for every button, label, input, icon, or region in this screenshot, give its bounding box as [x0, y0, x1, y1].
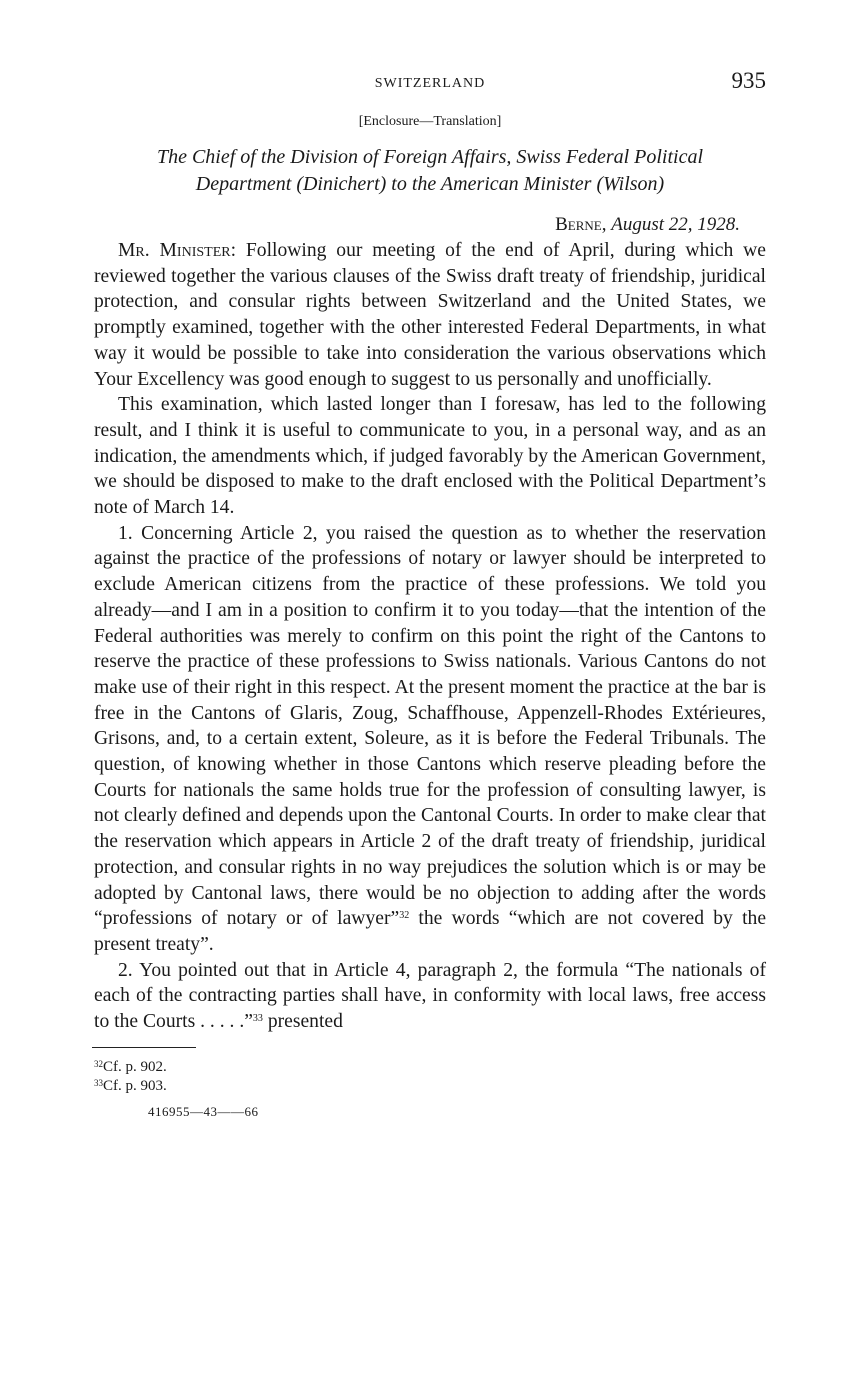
dateline-place: Berne,	[555, 214, 607, 235]
paragraph-4-text-b: presented	[262, 1011, 343, 1033]
printer-mark: 416955—43——66	[148, 1103, 259, 1119]
paragraph-4	[94, 958, 766, 1035]
dateline	[94, 214, 766, 236]
paragraph-3-text-b: the words “which are not covered by the present treaty”.	[94, 908, 767, 955]
paragraph-3-text-a: 1. Concerning Article 2, you raised the question as to whether the reservation against the practice of the professions of notary or lawyer should be interpreted to exclude American citizens from the practice of these professions. We told you already—and I am in a position to confirm it to you today—that the intention of the Federal authorities was merely to confirm on this point the right of the Cantons to reserve the practice of these professions to Swiss nationals. Various Cantons do not make use of their right in this respect. At the present moment the practice at the bar is free in the Cantons of Glaris, Zoug, Schaffhouse, Appenzell-Rhodes Extérieures, Grisons, and, to a certain extent, Soleure, as it is before the Federal Tribunals. The question, of knowing whether in those Cantons which reserve pleading before the Courts for nationals the same holds true for the profession of consulting lawyer, is not clearly defined and depends upon the Cantonal Courts. In order to make clear that the reservation which appears in Article 2 of the draft treaty of friendship, juridical protection, and consular rights in no way prejudices the solution which is or may be adopted by Cantonal laws, there would be no objection to adding after the words “professions of notary or of lawyer”	[94, 522, 766, 930]
running-head	[94, 66, 766, 106]
heading-line-2: Department (Dinichert) to the American Minister (Wilson)	[195, 173, 665, 195]
letter-body	[94, 238, 766, 1035]
document-page	[94, 66, 766, 1120]
salutation: Mr. Minister:	[118, 240, 237, 261]
paragraph-3	[94, 521, 766, 958]
document-heading	[94, 144, 766, 198]
footnote-marker: 32	[94, 1058, 103, 1069]
footnote-text: Cf. p. 903.	[103, 1077, 167, 1094]
page-number: 935	[731, 68, 766, 93]
footnote-ref-33: 33	[252, 1013, 263, 1025]
paragraph-2: This examination, which lasted longer than I foresaw, has led to the following result, and I think it is useful to communicate to you, in a personal way, and as an indication, the amendments which, if judged favorably by the American Government, we should be disposed to make to the draft enclosed with the Political Department’s note of March 14.	[94, 394, 766, 519]
footnote	[94, 1058, 766, 1077]
footnote	[94, 1077, 766, 1096]
footnote-ref-32: 32	[399, 910, 410, 922]
paragraph-4-text-a: 2. You pointed out that in Article 4, paragraph 2, the formula “The nationals of each of the contracting parties shall have, in conformity with local laws, free access to the Courts . . . . .”	[94, 959, 766, 1033]
footnote-divider	[92, 1047, 196, 1048]
footnote-text: Cf. p. 902.	[103, 1058, 167, 1075]
footnote-marker: 33	[94, 1077, 103, 1088]
paragraph-1-text: Following our meeting of the end of April, during which we reviewed together the various clauses of the Swiss draft treaty of friendship, juridical protection, and consular rights between Switzerland and the United States, we promptly examined, together with the other interested Federal Departments, in what way it would be possible to take into consideration the various observations which Your Excellency was good enough to suggest to us personally and unofficially.	[94, 240, 766, 390]
footnotes	[94, 1058, 766, 1096]
heading-line-1: The Chief of the Division of Foreign Affairs, Swiss Federal Political	[156, 146, 704, 168]
paragraph-1	[94, 238, 766, 392]
enclosure-label: [Enclosure—Translation]	[358, 114, 502, 129]
dateline-date: August 22, 1928.	[611, 214, 740, 235]
running-title: SWITZERLAND	[374, 76, 486, 91]
